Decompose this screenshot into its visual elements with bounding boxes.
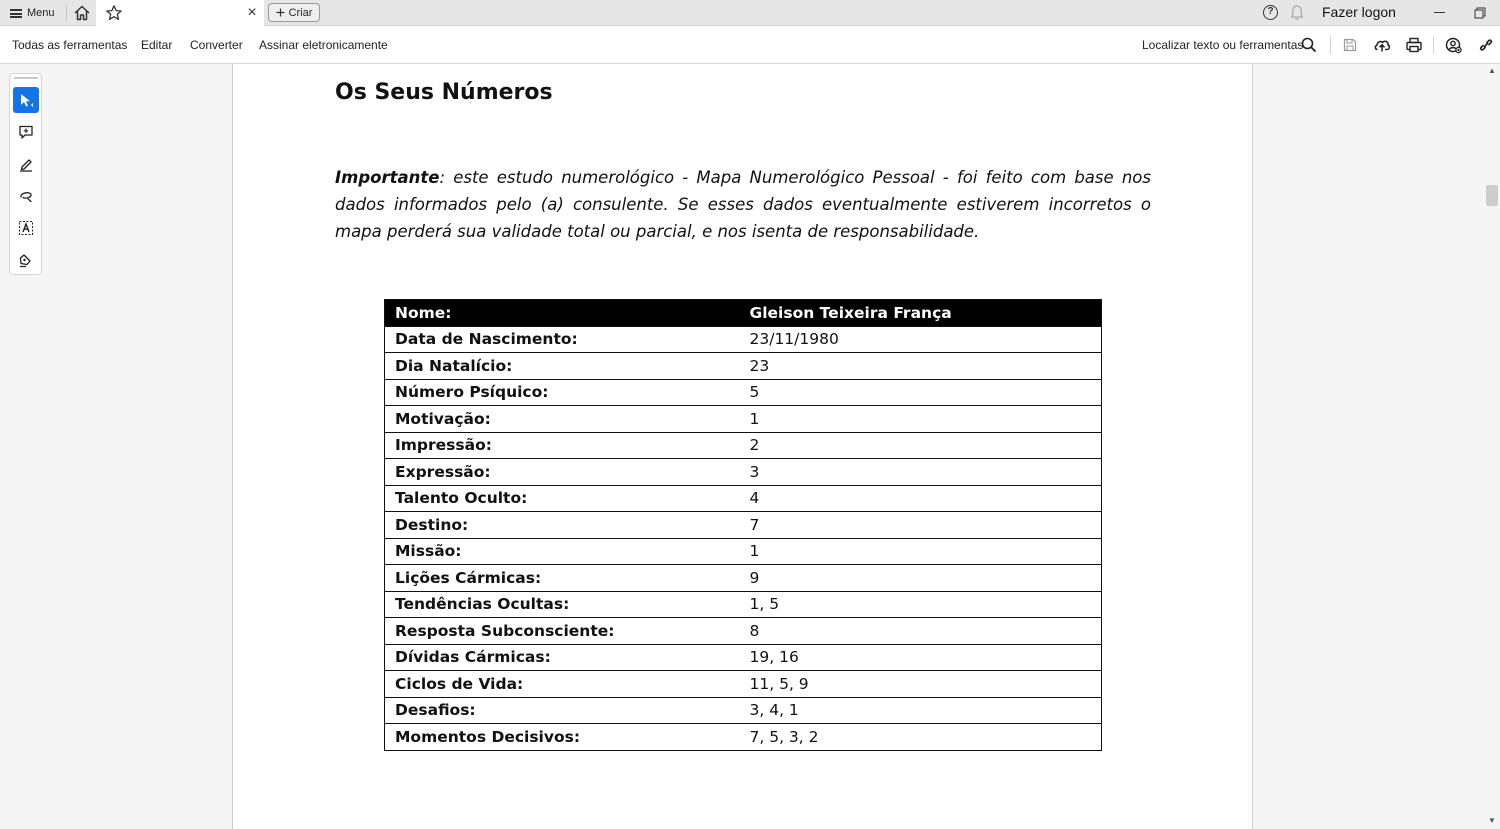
close-tab-button[interactable] — [243, 3, 261, 23]
important-note — [335, 164, 1151, 245]
table-row — [385, 591, 1102, 618]
print-icon[interactable] — [1404, 35, 1424, 55]
row-label: Motivação: — [385, 406, 740, 433]
favorite-button[interactable] — [104, 3, 124, 23]
row-value: 23/11/1980 — [740, 326, 1102, 353]
row-label: Momentos Decisivos: — [385, 724, 740, 751]
restore-button[interactable] — [1470, 3, 1490, 23]
text-select-icon[interactable] — [13, 215, 39, 241]
restore-window-icon — [1470, 3, 1490, 23]
row-label: Data de Nascimento: — [385, 326, 740, 353]
table-header-row — [385, 300, 1102, 327]
row-value: 7, 5, 3, 2 — [740, 724, 1102, 751]
row-label: Lições Cármicas: — [385, 565, 740, 592]
row-value: 3 — [740, 459, 1102, 486]
notification-bell-icon[interactable] — [1289, 4, 1305, 22]
row-value: 2 — [740, 432, 1102, 459]
row-value: 3, 4, 1 — [740, 697, 1102, 724]
menu-label: Menu — [27, 7, 55, 19]
table-row — [385, 326, 1102, 353]
row-value: 7 — [740, 512, 1102, 539]
row-value: 4 — [740, 485, 1102, 512]
home-button[interactable] — [72, 3, 92, 23]
row-value: 11, 5, 9 — [740, 671, 1102, 698]
document-title: Os Seus Números — [335, 80, 553, 105]
numbers-table — [384, 299, 1102, 751]
divider — [1433, 36, 1434, 54]
row-label: Número Psíquico: — [385, 379, 740, 406]
highlight-pen-icon[interactable] — [13, 151, 39, 177]
sign-in-button[interactable]: Fazer logon — [1322, 4, 1396, 20]
menu-edit[interactable]: Editar — [141, 38, 173, 52]
table-row — [385, 671, 1102, 698]
scrollbar-thumb[interactable] — [1486, 185, 1498, 206]
divider — [66, 4, 67, 22]
row-label: Ciclos de Vida: — [385, 671, 740, 698]
table-row — [385, 618, 1102, 645]
row-label: Destino: — [385, 512, 740, 539]
save-icon[interactable] — [1340, 35, 1360, 55]
row-label: Talento Oculto: — [385, 485, 740, 512]
row-label: Impressão: — [385, 432, 740, 459]
table-row — [385, 512, 1102, 539]
table-row — [385, 379, 1102, 406]
quick-tools-panel — [9, 73, 42, 275]
main-toolbar — [0, 26, 1500, 64]
sign-pen-icon[interactable] — [13, 247, 39, 273]
panel-grip[interactable] — [14, 77, 38, 79]
tab-bar — [0, 0, 1500, 26]
minimize-button[interactable] — [1430, 3, 1450, 23]
page-edge — [1252, 64, 1253, 829]
menu-button[interactable] — [6, 3, 59, 23]
hamburger-icon — [10, 9, 22, 18]
table-row — [385, 459, 1102, 486]
row-value: 19, 16 — [740, 644, 1102, 671]
create-button[interactable] — [268, 3, 320, 22]
row-label: Tendências Ocultas: — [385, 591, 740, 618]
table-row — [385, 353, 1102, 380]
scroll-up-arrow-icon[interactable]: ▲ — [1488, 66, 1496, 75]
row-value: 1 — [740, 538, 1102, 565]
divider — [1330, 36, 1331, 54]
row-label: Dívidas Cármicas: — [385, 644, 740, 671]
row-value: 1 — [740, 406, 1102, 433]
home-icon — [72, 3, 92, 23]
row-value: 8 — [740, 618, 1102, 645]
row-label: Expressão: — [385, 459, 740, 486]
find-text-label[interactable]: Localizar texto ou ferramentas — [1142, 38, 1304, 52]
row-value: 23 — [740, 353, 1102, 380]
table-row — [385, 724, 1102, 751]
close-icon: × — [247, 4, 257, 21]
table-row — [385, 565, 1102, 592]
star-icon — [104, 3, 124, 23]
add-comment-icon[interactable] — [13, 119, 39, 145]
table-row — [385, 485, 1102, 512]
search-icon[interactable] — [1299, 35, 1319, 55]
scroll-down-arrow-icon[interactable]: ▼ — [1488, 816, 1496, 825]
row-value: 9 — [740, 565, 1102, 592]
link-icon[interactable] — [1476, 35, 1496, 55]
table-row — [385, 697, 1102, 724]
row-label: Dia Natalício: — [385, 353, 740, 380]
name-value: Gleison Teixeira França — [740, 300, 1102, 327]
row-value: 5 — [740, 379, 1102, 406]
share-user-icon[interactable] — [1443, 35, 1463, 55]
create-label: Criar — [288, 6, 313, 19]
select-cursor-icon[interactable] — [13, 87, 39, 113]
help-icon[interactable]: ? — [1263, 5, 1278, 20]
note-text: : este estudo numerológico - Mapa Numerológico Pessoal - foi feito com base nos dados informados pelo (a) consulente. Se esses dados eventualmente estiverem incorretos o mapa perderá sua validade total ou parcial, e nos isenta de responsabilidade. — [335, 168, 1151, 241]
row-value: 1, 5 — [740, 591, 1102, 618]
table-row — [385, 406, 1102, 433]
menu-all-tools[interactable]: Todas as ferramentas — [12, 38, 128, 52]
row-label: Desafios: — [385, 697, 740, 724]
note-label: Importante — [335, 168, 440, 187]
table-row — [385, 432, 1102, 459]
row-label: Resposta Subconsciente: — [385, 618, 740, 645]
table-row — [385, 538, 1102, 565]
document-page — [233, 64, 1252, 829]
draw-freehand-icon[interactable] — [13, 183, 39, 209]
cloud-upload-icon[interactable] — [1372, 35, 1392, 55]
menu-convert[interactable]: Converter — [190, 38, 243, 52]
table-row — [385, 644, 1102, 671]
plus-icon — [276, 8, 285, 17]
row-label: Missão: — [385, 538, 740, 565]
menu-esign[interactable]: Assinar eletronicamente — [259, 38, 388, 52]
vertical-scrollbar[interactable] — [1484, 64, 1500, 829]
name-label: Nome: — [385, 300, 740, 327]
